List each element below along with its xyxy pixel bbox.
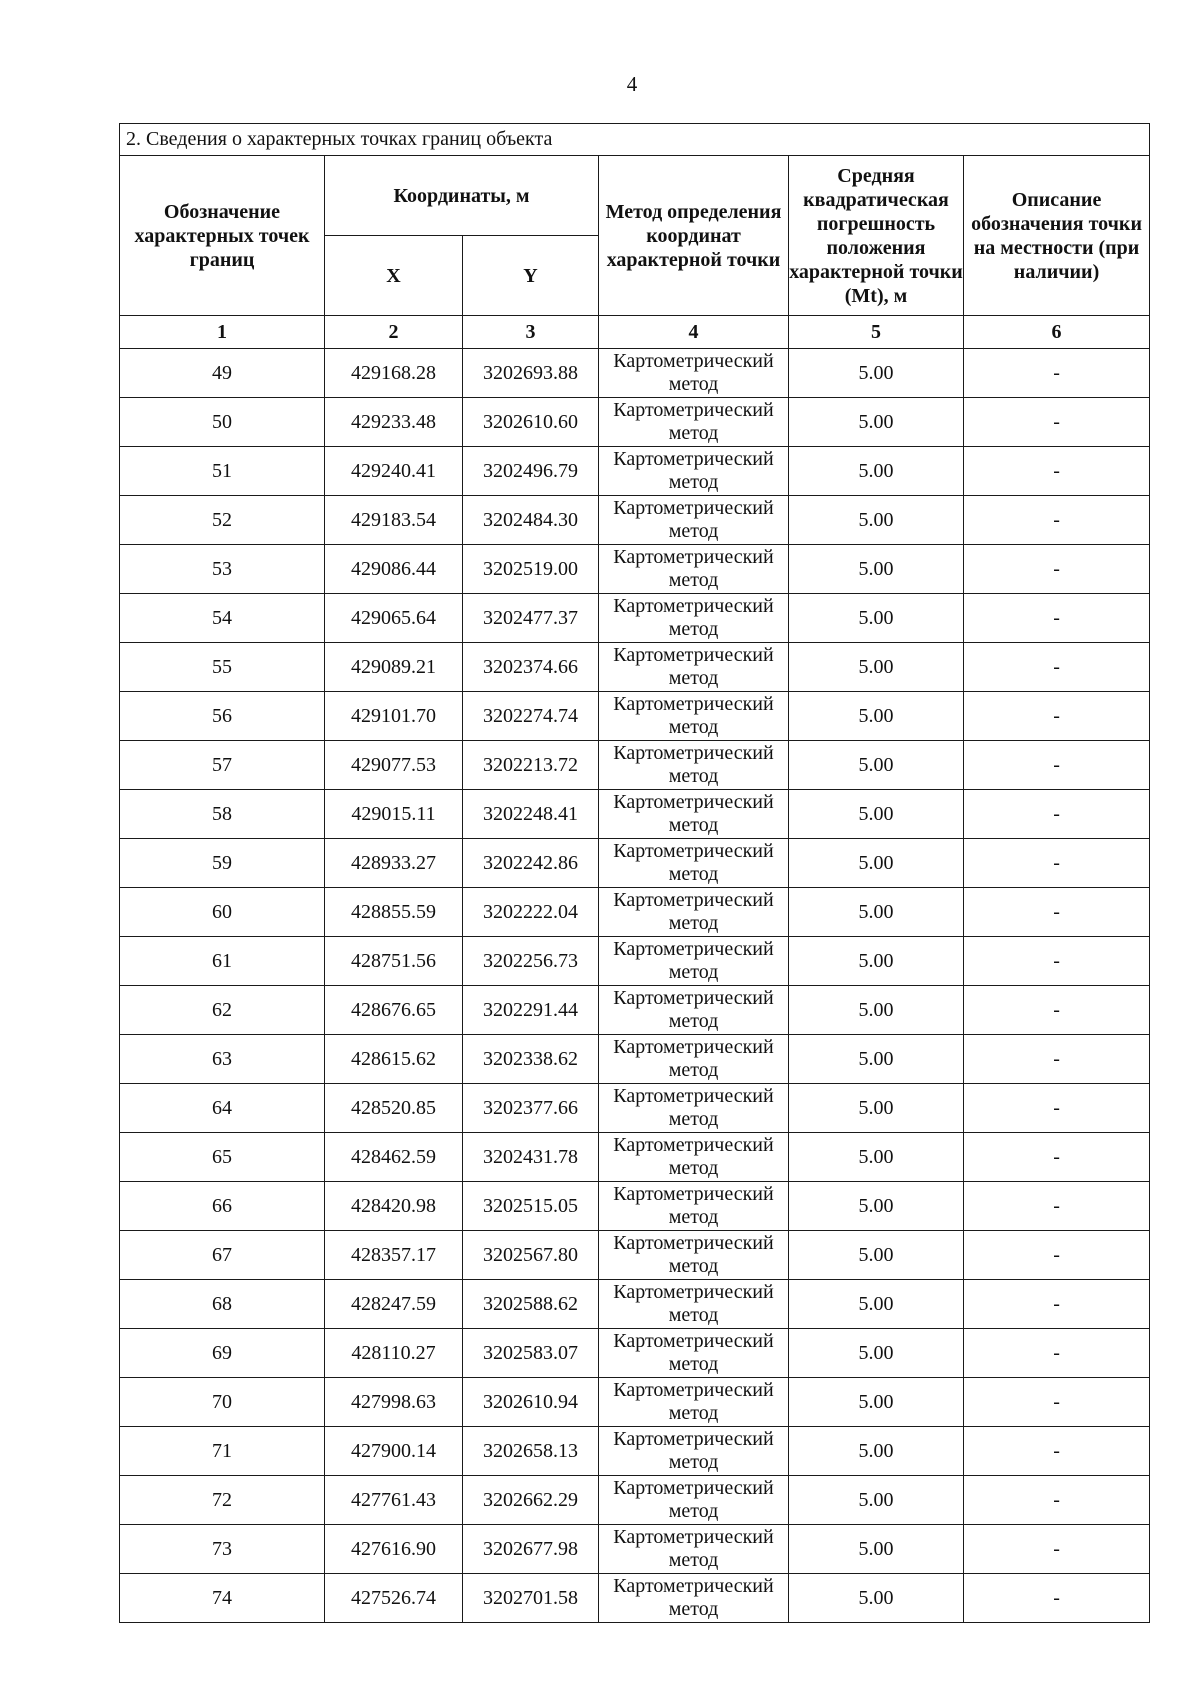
point-cell: 59 [120, 839, 325, 888]
y-cell: 3202588.62 [463, 1280, 599, 1329]
x-cell: 429089.21 [325, 643, 463, 692]
boundary-points-table [119, 123, 1150, 1623]
point-cell: 56 [120, 692, 325, 741]
y-cell: 3202515.05 [463, 1182, 599, 1231]
table-row [120, 1133, 1150, 1182]
x-cell: 428615.62 [325, 1035, 463, 1084]
method-line1: Картометрический [613, 1428, 774, 1450]
y-cell: 3202291.44 [463, 986, 599, 1035]
method-line2: метод [668, 471, 719, 493]
method-line2: метод [668, 814, 719, 836]
method-cell [599, 1182, 789, 1231]
method-line1: Картометрический [613, 840, 774, 862]
table-row [120, 1182, 1150, 1231]
method-line2: метод [668, 961, 719, 983]
description-cell: - [964, 1378, 1150, 1427]
method-line2: метод [668, 1059, 719, 1081]
description-cell: - [964, 1574, 1150, 1623]
table-body [120, 349, 1150, 1623]
x-cell: 429183.54 [325, 496, 463, 545]
table-row [120, 545, 1150, 594]
description-cell: - [964, 986, 1150, 1035]
x-cell: 429015.11 [325, 790, 463, 839]
method-line1: Картометрический [613, 595, 774, 617]
method-line2: метод [668, 1304, 719, 1326]
method-line2: метод [668, 520, 719, 542]
method-cell [599, 1329, 789, 1378]
point-cell: 73 [120, 1525, 325, 1574]
method-line1: Картометрический [613, 448, 774, 470]
error-cell: 5.00 [789, 1378, 964, 1427]
method-cell [599, 643, 789, 692]
error-cell: 5.00 [789, 839, 964, 888]
method-cell [599, 398, 789, 447]
table-row [120, 839, 1150, 888]
method-line1: Картометрический [613, 1526, 774, 1548]
error-cell: 5.00 [789, 1035, 964, 1084]
table-row [120, 1574, 1150, 1623]
method-line2: метод [668, 1010, 719, 1032]
error-cell: 5.00 [789, 1231, 964, 1280]
table-row [120, 1329, 1150, 1378]
error-cell: 5.00 [789, 1525, 964, 1574]
method-cell [599, 1525, 789, 1574]
method-line2: метод [668, 716, 719, 738]
description-cell: - [964, 1329, 1150, 1378]
page-number: 4 [626, 72, 638, 96]
x-cell: 427900.14 [325, 1427, 463, 1476]
y-cell: 3202677.98 [463, 1525, 599, 1574]
method-line2: метод [668, 912, 719, 934]
method-line1: Картометрический [613, 644, 774, 666]
column-number: 4 [599, 316, 789, 349]
method-cell [599, 790, 789, 839]
method-line2: метод [668, 618, 719, 640]
description-cell: - [964, 594, 1150, 643]
column-number: 2 [325, 316, 463, 349]
method-line1: Картометрический [613, 1575, 774, 1597]
y-cell: 3202701.58 [463, 1574, 599, 1623]
x-cell: 428520.85 [325, 1084, 463, 1133]
error-cell: 5.00 [789, 1329, 964, 1378]
header-designation: Обозначение характерных точек границ [120, 156, 325, 316]
error-cell: 5.00 [789, 1574, 964, 1623]
error-cell: 5.00 [789, 986, 964, 1035]
method-cell [599, 937, 789, 986]
method-line1: Картометрический [613, 1281, 774, 1303]
method-cell [599, 1231, 789, 1280]
header-method: Метод определения координат характерной точки [599, 156, 789, 316]
point-cell: 55 [120, 643, 325, 692]
point-cell: 51 [120, 447, 325, 496]
point-cell: 63 [120, 1035, 325, 1084]
x-cell: 429077.53 [325, 741, 463, 790]
description-cell: - [964, 398, 1150, 447]
x-cell: 428462.59 [325, 1133, 463, 1182]
point-cell: 69 [120, 1329, 325, 1378]
error-cell: 5.00 [789, 1280, 964, 1329]
table-row [120, 888, 1150, 937]
x-cell: 429168.28 [325, 349, 463, 398]
table-row [120, 594, 1150, 643]
y-cell: 3202693.88 [463, 349, 599, 398]
table-row [120, 937, 1150, 986]
y-cell: 3202484.30 [463, 496, 599, 545]
error-cell: 5.00 [789, 1133, 964, 1182]
method-line1: Картометрический [613, 1330, 774, 1352]
table-row [120, 1084, 1150, 1133]
header-y: Y [463, 236, 599, 316]
description-cell: - [964, 1525, 1150, 1574]
method-line1: Картометрический [613, 938, 774, 960]
y-cell: 3202496.79 [463, 447, 599, 496]
column-number: 1 [120, 316, 325, 349]
x-cell: 429233.48 [325, 398, 463, 447]
point-cell: 49 [120, 349, 325, 398]
method-cell [599, 741, 789, 790]
point-cell: 53 [120, 545, 325, 594]
error-cell: 5.00 [789, 888, 964, 937]
method-line2: метод [668, 1157, 719, 1179]
method-cell [599, 1574, 789, 1623]
error-cell: 5.00 [789, 1476, 964, 1525]
column-number: 3 [463, 316, 599, 349]
x-cell: 428357.17 [325, 1231, 463, 1280]
point-cell: 58 [120, 790, 325, 839]
y-cell: 3202377.66 [463, 1084, 599, 1133]
section-title: 2. Сведения о характерных точках границ объекта [120, 124, 1150, 156]
error-cell: 5.00 [789, 447, 964, 496]
error-cell: 5.00 [789, 1182, 964, 1231]
description-cell: - [964, 839, 1150, 888]
error-cell: 5.00 [789, 1427, 964, 1476]
method-line1: Картометрический [613, 1232, 774, 1254]
error-cell: 5.00 [789, 937, 964, 986]
x-cell: 429065.64 [325, 594, 463, 643]
y-cell: 3202248.41 [463, 790, 599, 839]
method-line1: Картометрический [613, 1036, 774, 1058]
table-row [120, 790, 1150, 839]
method-line2: метод [668, 1108, 719, 1130]
method-line1: Картометрический [613, 350, 774, 372]
x-cell: 428420.98 [325, 1182, 463, 1231]
method-line1: Картометрический [613, 1085, 774, 1107]
point-cell: 74 [120, 1574, 325, 1623]
method-line1: Картометрический [613, 742, 774, 764]
description-cell: - [964, 643, 1150, 692]
method-line2: метод [668, 667, 719, 689]
table-row [120, 447, 1150, 496]
header-description: Описание обозначения точки на местности (при наличии) [964, 156, 1150, 316]
column-number: 5 [789, 316, 964, 349]
description-cell: - [964, 349, 1150, 398]
table-row [120, 349, 1150, 398]
description-cell: - [964, 1476, 1150, 1525]
point-cell: 64 [120, 1084, 325, 1133]
table-row [120, 741, 1150, 790]
description-cell: - [964, 1280, 1150, 1329]
method-line1: Картометрический [613, 791, 774, 813]
method-cell [599, 839, 789, 888]
error-cell: 5.00 [789, 545, 964, 594]
description-cell: - [964, 1231, 1150, 1280]
point-cell: 57 [120, 741, 325, 790]
description-cell: - [964, 790, 1150, 839]
method-line2: метод [668, 1451, 719, 1473]
table-row [120, 1476, 1150, 1525]
method-line2: метод [668, 1255, 719, 1277]
description-cell: - [964, 1427, 1150, 1476]
description-cell: - [964, 692, 1150, 741]
x-cell: 427526.74 [325, 1574, 463, 1623]
method-cell [599, 1035, 789, 1084]
point-cell: 67 [120, 1231, 325, 1280]
table-row [120, 1231, 1150, 1280]
point-cell: 68 [120, 1280, 325, 1329]
table-row [120, 1035, 1150, 1084]
method-line1: Картометрический [613, 987, 774, 1009]
y-cell: 3202658.13 [463, 1427, 599, 1476]
method-line1: Картометрический [613, 693, 774, 715]
error-cell: 5.00 [789, 349, 964, 398]
method-line1: Картометрический [613, 1134, 774, 1156]
method-cell [599, 1133, 789, 1182]
table-row [120, 1280, 1150, 1329]
x-cell: 429101.70 [325, 692, 463, 741]
error-cell: 5.00 [789, 643, 964, 692]
point-cell: 70 [120, 1378, 325, 1427]
error-cell: 5.00 [789, 790, 964, 839]
method-line2: метод [668, 422, 719, 444]
error-cell: 5.00 [789, 692, 964, 741]
x-cell: 428110.27 [325, 1329, 463, 1378]
y-cell: 3202374.66 [463, 643, 599, 692]
x-cell: 428247.59 [325, 1280, 463, 1329]
method-cell [599, 1084, 789, 1133]
method-line1: Картометрический [613, 399, 774, 421]
y-cell: 3202610.60 [463, 398, 599, 447]
point-cell: 65 [120, 1133, 325, 1182]
description-cell: - [964, 937, 1150, 986]
y-cell: 3202256.73 [463, 937, 599, 986]
x-cell: 427616.90 [325, 1525, 463, 1574]
table-row [120, 1378, 1150, 1427]
table-row [120, 398, 1150, 447]
method-line2: метод [668, 1402, 719, 1424]
method-line2: метод [668, 1549, 719, 1571]
method-line2: метод [668, 765, 719, 787]
table-row [120, 986, 1150, 1035]
table-row [120, 1427, 1150, 1476]
method-line2: метод [668, 1500, 719, 1522]
error-cell: 5.00 [789, 594, 964, 643]
point-cell: 60 [120, 888, 325, 937]
description-cell: - [964, 447, 1150, 496]
point-cell: 61 [120, 937, 325, 986]
table-row [120, 496, 1150, 545]
method-cell [599, 1280, 789, 1329]
y-cell: 3202242.86 [463, 839, 599, 888]
error-cell: 5.00 [789, 741, 964, 790]
description-cell: - [964, 1035, 1150, 1084]
method-line2: метод [668, 569, 719, 591]
column-number: 6 [964, 316, 1150, 349]
error-cell: 5.00 [789, 496, 964, 545]
header-error: Средняя квадратическая погрешность положения характерной точки (Mt), м [789, 156, 964, 316]
description-cell: - [964, 1182, 1150, 1231]
y-cell: 3202338.62 [463, 1035, 599, 1084]
method-line1: Картометрический [613, 546, 774, 568]
method-line2: метод [668, 1353, 719, 1375]
table-row [120, 643, 1150, 692]
method-line2: метод [668, 373, 719, 395]
y-cell: 3202610.94 [463, 1378, 599, 1427]
method-cell [599, 447, 789, 496]
description-cell: - [964, 741, 1150, 790]
header-x: X [325, 236, 463, 316]
y-cell: 3202213.72 [463, 741, 599, 790]
description-cell: - [964, 545, 1150, 594]
point-cell: 54 [120, 594, 325, 643]
y-cell: 3202662.29 [463, 1476, 599, 1525]
method-line1: Картометрический [613, 497, 774, 519]
method-cell [599, 692, 789, 741]
point-cell: 72 [120, 1476, 325, 1525]
y-cell: 3202431.78 [463, 1133, 599, 1182]
x-cell: 428676.65 [325, 986, 463, 1035]
x-cell: 427761.43 [325, 1476, 463, 1525]
y-cell: 3202222.04 [463, 888, 599, 937]
y-cell: 3202477.37 [463, 594, 599, 643]
x-cell: 428855.59 [325, 888, 463, 937]
table-row [120, 1525, 1150, 1574]
method-cell [599, 1427, 789, 1476]
method-cell [599, 986, 789, 1035]
point-cell: 50 [120, 398, 325, 447]
x-cell: 428751.56 [325, 937, 463, 986]
error-cell: 5.00 [789, 1084, 964, 1133]
method-cell [599, 1476, 789, 1525]
method-line1: Картометрический [613, 1477, 774, 1499]
method-line1: Картометрический [613, 1379, 774, 1401]
y-cell: 3202583.07 [463, 1329, 599, 1378]
method-line1: Картометрический [613, 1183, 774, 1205]
method-cell [599, 496, 789, 545]
x-cell: 427998.63 [325, 1378, 463, 1427]
method-cell [599, 349, 789, 398]
method-line1: Картометрический [613, 889, 774, 911]
description-cell: - [964, 496, 1150, 545]
description-cell: - [964, 888, 1150, 937]
method-line2: метод [668, 1598, 719, 1620]
method-line2: метод [668, 1206, 719, 1228]
header-coordinates: Координаты, м [325, 156, 599, 236]
x-cell: 429240.41 [325, 447, 463, 496]
x-cell: 429086.44 [325, 545, 463, 594]
y-cell: 3202567.80 [463, 1231, 599, 1280]
column-numbers-row [120, 316, 1150, 349]
y-cell: 3202519.00 [463, 545, 599, 594]
y-cell: 3202274.74 [463, 692, 599, 741]
method-cell [599, 545, 789, 594]
point-cell: 62 [120, 986, 325, 1035]
x-cell: 428933.27 [325, 839, 463, 888]
method-cell [599, 1378, 789, 1427]
description-cell: - [964, 1133, 1150, 1182]
point-cell: 71 [120, 1427, 325, 1476]
method-cell [599, 594, 789, 643]
method-line2: метод [668, 863, 719, 885]
error-cell: 5.00 [789, 398, 964, 447]
point-cell: 66 [120, 1182, 325, 1231]
method-cell [599, 888, 789, 937]
table-row [120, 692, 1150, 741]
point-cell: 52 [120, 496, 325, 545]
description-cell: - [964, 1084, 1150, 1133]
